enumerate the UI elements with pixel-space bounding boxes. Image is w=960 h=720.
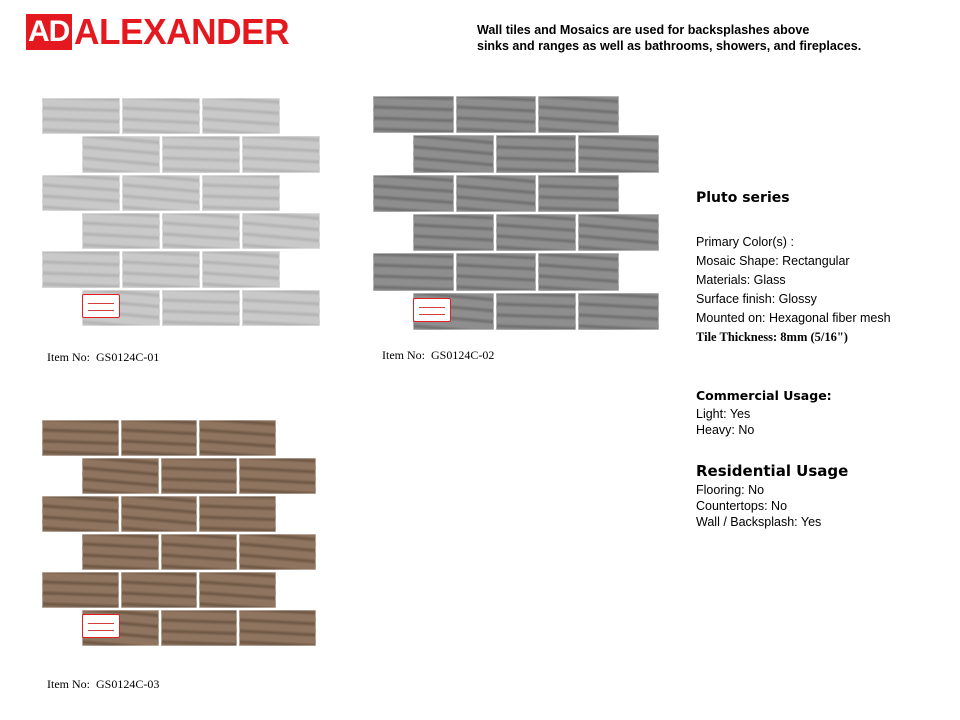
mosaic-tile [121,420,198,456]
mosaic-tile [239,534,316,570]
tile-row [373,96,619,133]
mosaic-tile [202,251,280,287]
mosaic-tile [121,572,198,608]
mosaic-tile [42,572,119,608]
mosaic-tile [122,175,200,211]
tile-row [413,214,659,251]
mosaic-tile [456,253,537,290]
mosaic-tile [538,253,619,290]
mosaic-tile [413,214,494,251]
tile-row [42,496,276,532]
tile-row [42,175,280,211]
sheet-sticker-icon [82,294,120,318]
tile-row [373,175,619,212]
mosaic-tile [82,534,159,570]
mosaic-tile [122,98,200,134]
mosaic-tile [239,458,316,494]
mosaic-tile [202,98,280,134]
mosaic-tile [42,420,119,456]
product-image-gs0124c-03 [42,420,316,646]
item-number-2 [382,348,494,363]
logo-wordmark: ALEXANDER [74,11,290,52]
mosaic-tile [199,496,276,532]
mosaic-tile [538,96,619,133]
tile-row [42,98,280,134]
residential-wall: Wall / Backsplash: Yes [696,515,822,529]
tile-row [82,458,316,494]
spec-finish: Surface finish: Glossy [696,292,817,306]
commercial-usage-list [696,406,754,438]
item-number-3 [47,677,159,692]
tile-row [82,534,316,570]
mosaic-tile [496,135,577,172]
logo-ad-mark: AD [26,14,72,50]
brand-logo [26,11,294,52]
item-label: Item No: [47,677,90,691]
spec-thickness: Tile Thickness: 8mm (5/16") [696,330,848,344]
residential-countertops: Countertops: No [696,499,788,513]
sheet-sticker-icon [413,298,451,322]
item-code: GS0124C-01 [96,350,160,364]
tile-row [42,420,276,456]
item-label: Item No: [382,348,425,362]
mosaic-tile [373,96,454,133]
mosaic-tile [162,136,240,172]
mosaic-tile [162,290,240,326]
item-code: GS0124C-03 [96,677,160,691]
tile-row [42,251,280,287]
series-title: Pluto series [696,190,790,206]
item-number-1 [47,350,159,365]
item-code: GS0124C-02 [431,348,495,362]
mosaic-tile [199,572,276,608]
mosaic-tile [456,175,537,212]
mosaic-tile [239,610,316,646]
mosaic-tile [202,175,280,211]
residential-usage-heading: Residential Usage [696,462,849,480]
spec-materials: Materials: Glass [696,273,786,287]
commercial-light: Light: Yes [696,407,751,421]
mosaic-tile [242,136,320,172]
item-label: Item No: [47,350,90,364]
tile-row [413,135,659,172]
mosaic-tile [162,213,240,249]
product-image-gs0124c-01 [42,98,320,326]
mosaic-tile [42,496,119,532]
product-image-gs0124c-02 [373,96,659,330]
mosaic-tile [161,534,238,570]
mosaic-tile [578,293,659,330]
tile-row [82,213,320,249]
spec-list [696,233,891,347]
commercial-heavy: Heavy: No [696,423,755,437]
mosaic-tile [161,458,238,494]
mosaic-tile [538,175,619,212]
mosaic-tile [199,420,276,456]
mosaic-tile [242,213,320,249]
mosaic-tile [373,175,454,212]
mosaic-tile [373,253,454,290]
spec-mounted: Mounted on: Hexagonal fiber mesh [696,311,891,325]
mosaic-tile [122,251,200,287]
mosaic-tile [82,213,160,249]
spec-shape: Mosaic Shape: Rectangular [696,254,850,268]
mosaic-tile [496,214,577,251]
mosaic-tile [82,136,160,172]
intro-line-2: sinks and ranges as well as bathrooms, showers, and fireplaces. [477,39,862,53]
mosaic-tile [161,610,238,646]
commercial-usage-heading: Commercial Usage: [696,388,832,403]
intro-line-1: Wall tiles and Mosaics are used for backsplashes above [477,23,810,37]
tile-row [82,136,320,172]
mosaic-tile [496,293,577,330]
residential-flooring: Flooring: No [696,483,765,497]
mosaic-tile [413,135,494,172]
intro-text [477,22,861,54]
sheet-sticker-icon [82,614,120,638]
mosaic-tile [42,175,120,211]
spec-primary-color: Primary Color(s) : [696,235,794,249]
mosaic-tile [42,98,120,134]
residential-usage-list [696,482,821,530]
tile-row [373,253,619,290]
mosaic-tile [42,251,120,287]
mosaic-tile [121,496,198,532]
mosaic-tile [578,135,659,172]
tile-row [42,572,276,608]
mosaic-tile [578,214,659,251]
mosaic-tile [242,290,320,326]
mosaic-tile [82,458,159,494]
mosaic-tile [456,96,537,133]
